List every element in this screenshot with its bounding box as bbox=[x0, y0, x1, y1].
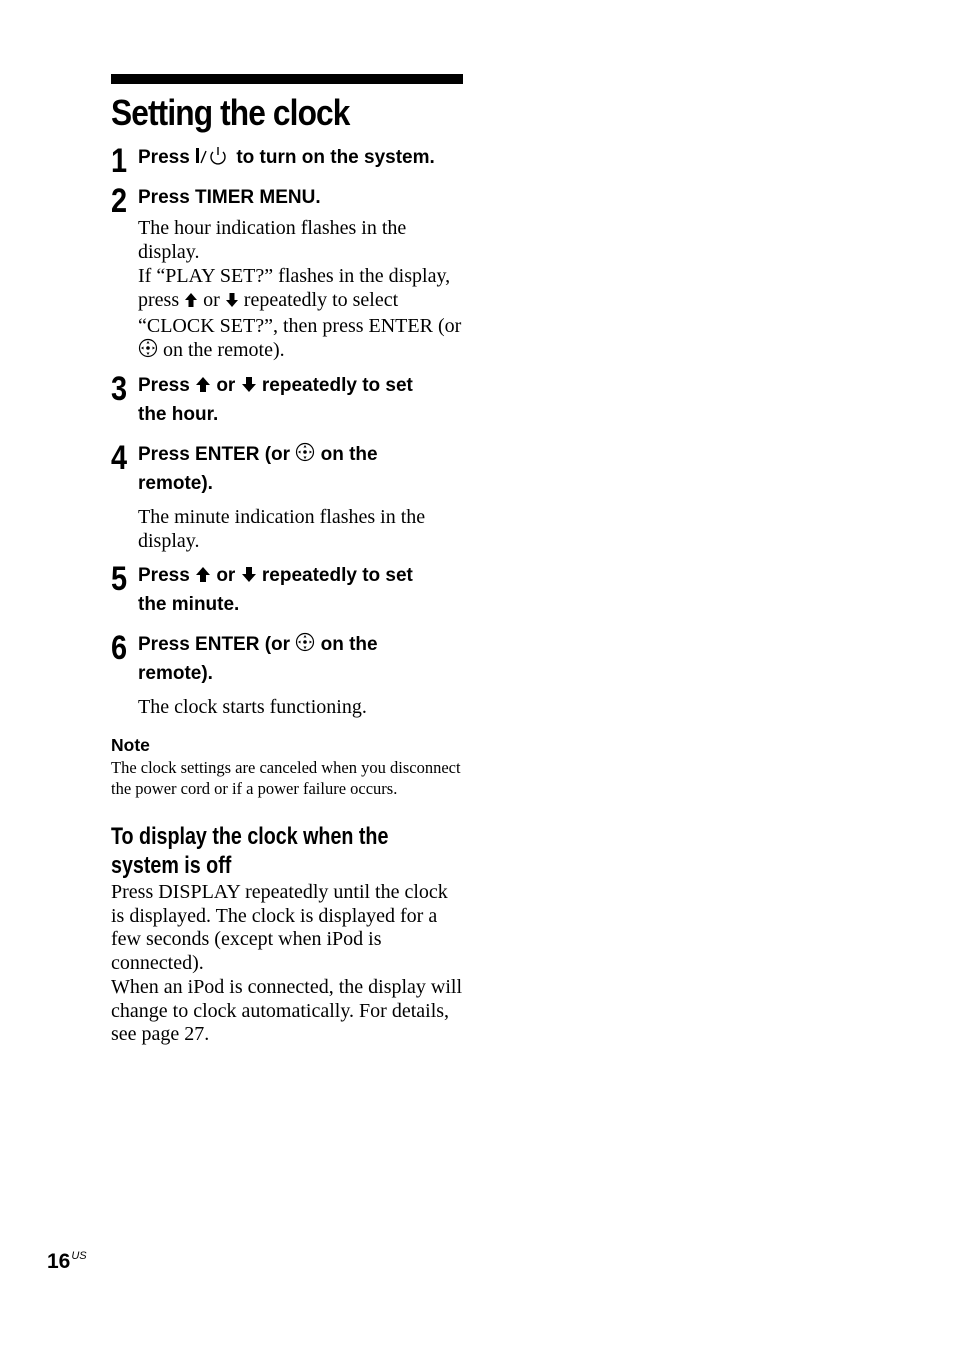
enter-circle-icon bbox=[295, 632, 315, 661]
title-rule bbox=[111, 74, 463, 84]
step-number: 5 bbox=[111, 560, 128, 598]
step-heading: Press to turn on the system. bbox=[138, 144, 463, 174]
down-arrow-icon bbox=[225, 290, 239, 314]
up-arrow-icon bbox=[184, 290, 198, 314]
page-number: $16^{US}$ bbox=[47, 1250, 87, 1273]
enter-circle-icon bbox=[295, 442, 315, 471]
step-number: 3 bbox=[111, 370, 128, 408]
page-title: Setting the clock bbox=[111, 92, 350, 133]
step-5 bbox=[111, 562, 463, 618]
manual-column bbox=[111, 74, 463, 1047]
note-heading: Note bbox=[111, 735, 150, 755]
up-arrow-icon bbox=[195, 375, 211, 402]
step-3 bbox=[111, 372, 463, 428]
down-arrow-icon bbox=[241, 375, 257, 402]
step-4 bbox=[111, 441, 463, 553]
down-arrow-icon bbox=[241, 565, 257, 592]
power-icon bbox=[195, 146, 231, 174]
step-6 bbox=[111, 631, 463, 719]
note-text: The clock settings are canceled when you disconnect the power cord or if a power failure occurs. bbox=[111, 758, 461, 798]
step-heading: Press ENTER (or on the remote). bbox=[138, 634, 378, 684]
subsection-heading: To display the clock when the system is off bbox=[111, 823, 389, 879]
step-number: 2 bbox=[111, 181, 128, 220]
step-body: The minute indication flashes in the display. bbox=[138, 506, 426, 552]
enter-circle-icon bbox=[138, 338, 158, 364]
step-1 bbox=[111, 142, 463, 180]
region-code: US bbox=[71, 1250, 87, 1262]
subsection-paragraph-2: When an iPod is connected, the display will change to clock automatically. For details, see page 27. bbox=[111, 975, 463, 1046]
step-heading: Press or repeatedly to set the minute. bbox=[138, 565, 413, 615]
step-number: 4 bbox=[111, 439, 128, 477]
step-heading: Press or repeatedly to set the hour. bbox=[138, 375, 413, 425]
step-body: The hour indication flashes in the display. If “PLAY SET?” flashes in the display, press or repeatedly to select “CLOCK SET?”, then press ENTER (or on the remote). bbox=[138, 216, 463, 364]
step-number: 1 bbox=[111, 142, 128, 180]
step-heading: Press TIMER MENU. bbox=[138, 186, 321, 208]
subsection-paragraph-1: Press DISPLAY repeatedly until the clock is displayed. The clock is displayed for a few seconds (except when iPod is connected). bbox=[111, 881, 448, 975]
step-number: 6 bbox=[111, 629, 128, 667]
step-body: The clock starts functioning. bbox=[138, 696, 367, 718]
up-arrow-icon bbox=[195, 565, 211, 592]
step-2 bbox=[111, 181, 463, 365]
step-heading: Press ENTER (or on the remote). bbox=[138, 444, 378, 494]
